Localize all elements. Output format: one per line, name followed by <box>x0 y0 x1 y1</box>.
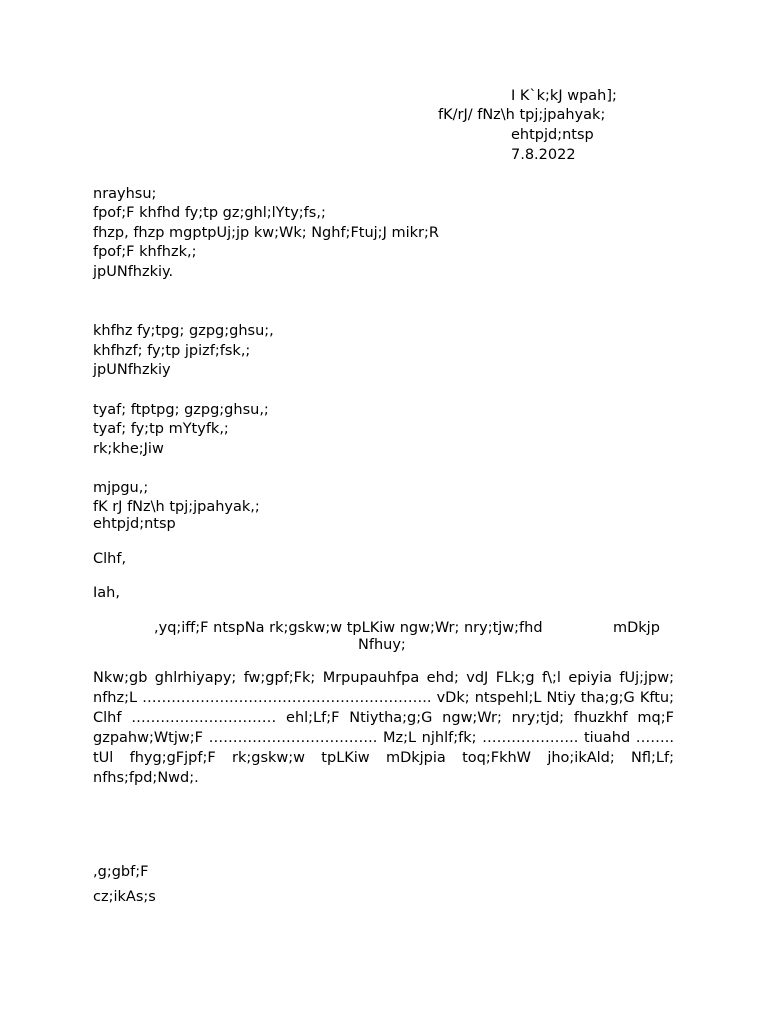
recipient-line-2: fpof;F khfhd fy;tp gz;ghl;lYty;fs,; <box>93 205 326 221</box>
subject-line-1-end: mDkjp <box>613 620 660 636</box>
via-2-line-3: rk;khe;Jiw <box>93 441 164 457</box>
sender-name: I K`k;kJ wpah]; <box>511 88 617 104</box>
recipient-line-3: fhzp, fhzp mgptpUj;jp kw;Wk; Nghf;Ftuj;J mikr;R <box>93 225 439 241</box>
via-3-line-2: fK rJ fNz\h tpj;jpahyak,; <box>93 499 260 515</box>
sender-school: fK/rJ/ fNz\h tpj;jpahyak; <box>438 107 606 123</box>
via-1-line-3: jpUNfhzkiy <box>93 362 171 378</box>
via-3-line-3: ehtpjd;ntsp <box>93 516 176 532</box>
closing-line-2: cz;ikAs;s <box>93 889 156 905</box>
subject-line-2: Nfhuy; <box>358 637 406 653</box>
via-2-line-1: tyaf; ftptpg; gzpg;ghsu,; <box>93 402 269 418</box>
salutation-through: Clhf, <box>93 551 127 567</box>
recipient-line-4: fpof;F khfhzk,; <box>93 244 197 260</box>
letter-date: 7.8.2022 <box>511 147 576 163</box>
via-3-line-1: mjpgu,; <box>93 480 149 496</box>
body-paragraph: Nkw;gb ghlrhiyapy; fw;gpf;Fk; Mrpupauhfpa ehd; vdJ FLk;g f\;l epiyia fUj;jpw; nfhz;L ……………….………………………………….. vDk; ntspehl;L Ntiy tha;g;G Kftu; Clhf ………………………… ehl;Lf;F Ntiytha;g;G ngw;Wr; nry;tjd; fhuzkhf mq;F gzpahw;Wtjw;F …………………………….. Mz;L njhlf;fk; ……………….. tiuahd …….. tUl fhyg;gFjpf;F rk;gskw;w tpLKiw mDkjpia toq;FkhW jho;ikAld; Nfl;Lf; nfhs;fpd;Nwd;. <box>93 670 674 786</box>
subject-line-1: ,yq;iff;F ntspNa rk;gskw;w tpLKiw ngw;Wr; nry;tjw;fhd <box>154 620 543 636</box>
recipient-line-5: jpUNfhzkiy. <box>93 264 174 280</box>
recipient-line-1: nrayhsu; <box>93 186 157 202</box>
via-1-line-1: khfhz fy;tpg; gzpg;ghsu;, <box>93 323 274 339</box>
via-2-line-2: tyaf; fy;tp mYtyfk,; <box>93 421 229 437</box>
sender-place: ehtpjd;ntsp <box>511 127 594 143</box>
closing-line-1: ,g;gbf;F <box>93 864 149 880</box>
salutation-sir: Iah, <box>93 585 120 601</box>
via-1-line-2: khfhzf; fy;tp jpizf;fsk,; <box>93 343 251 359</box>
